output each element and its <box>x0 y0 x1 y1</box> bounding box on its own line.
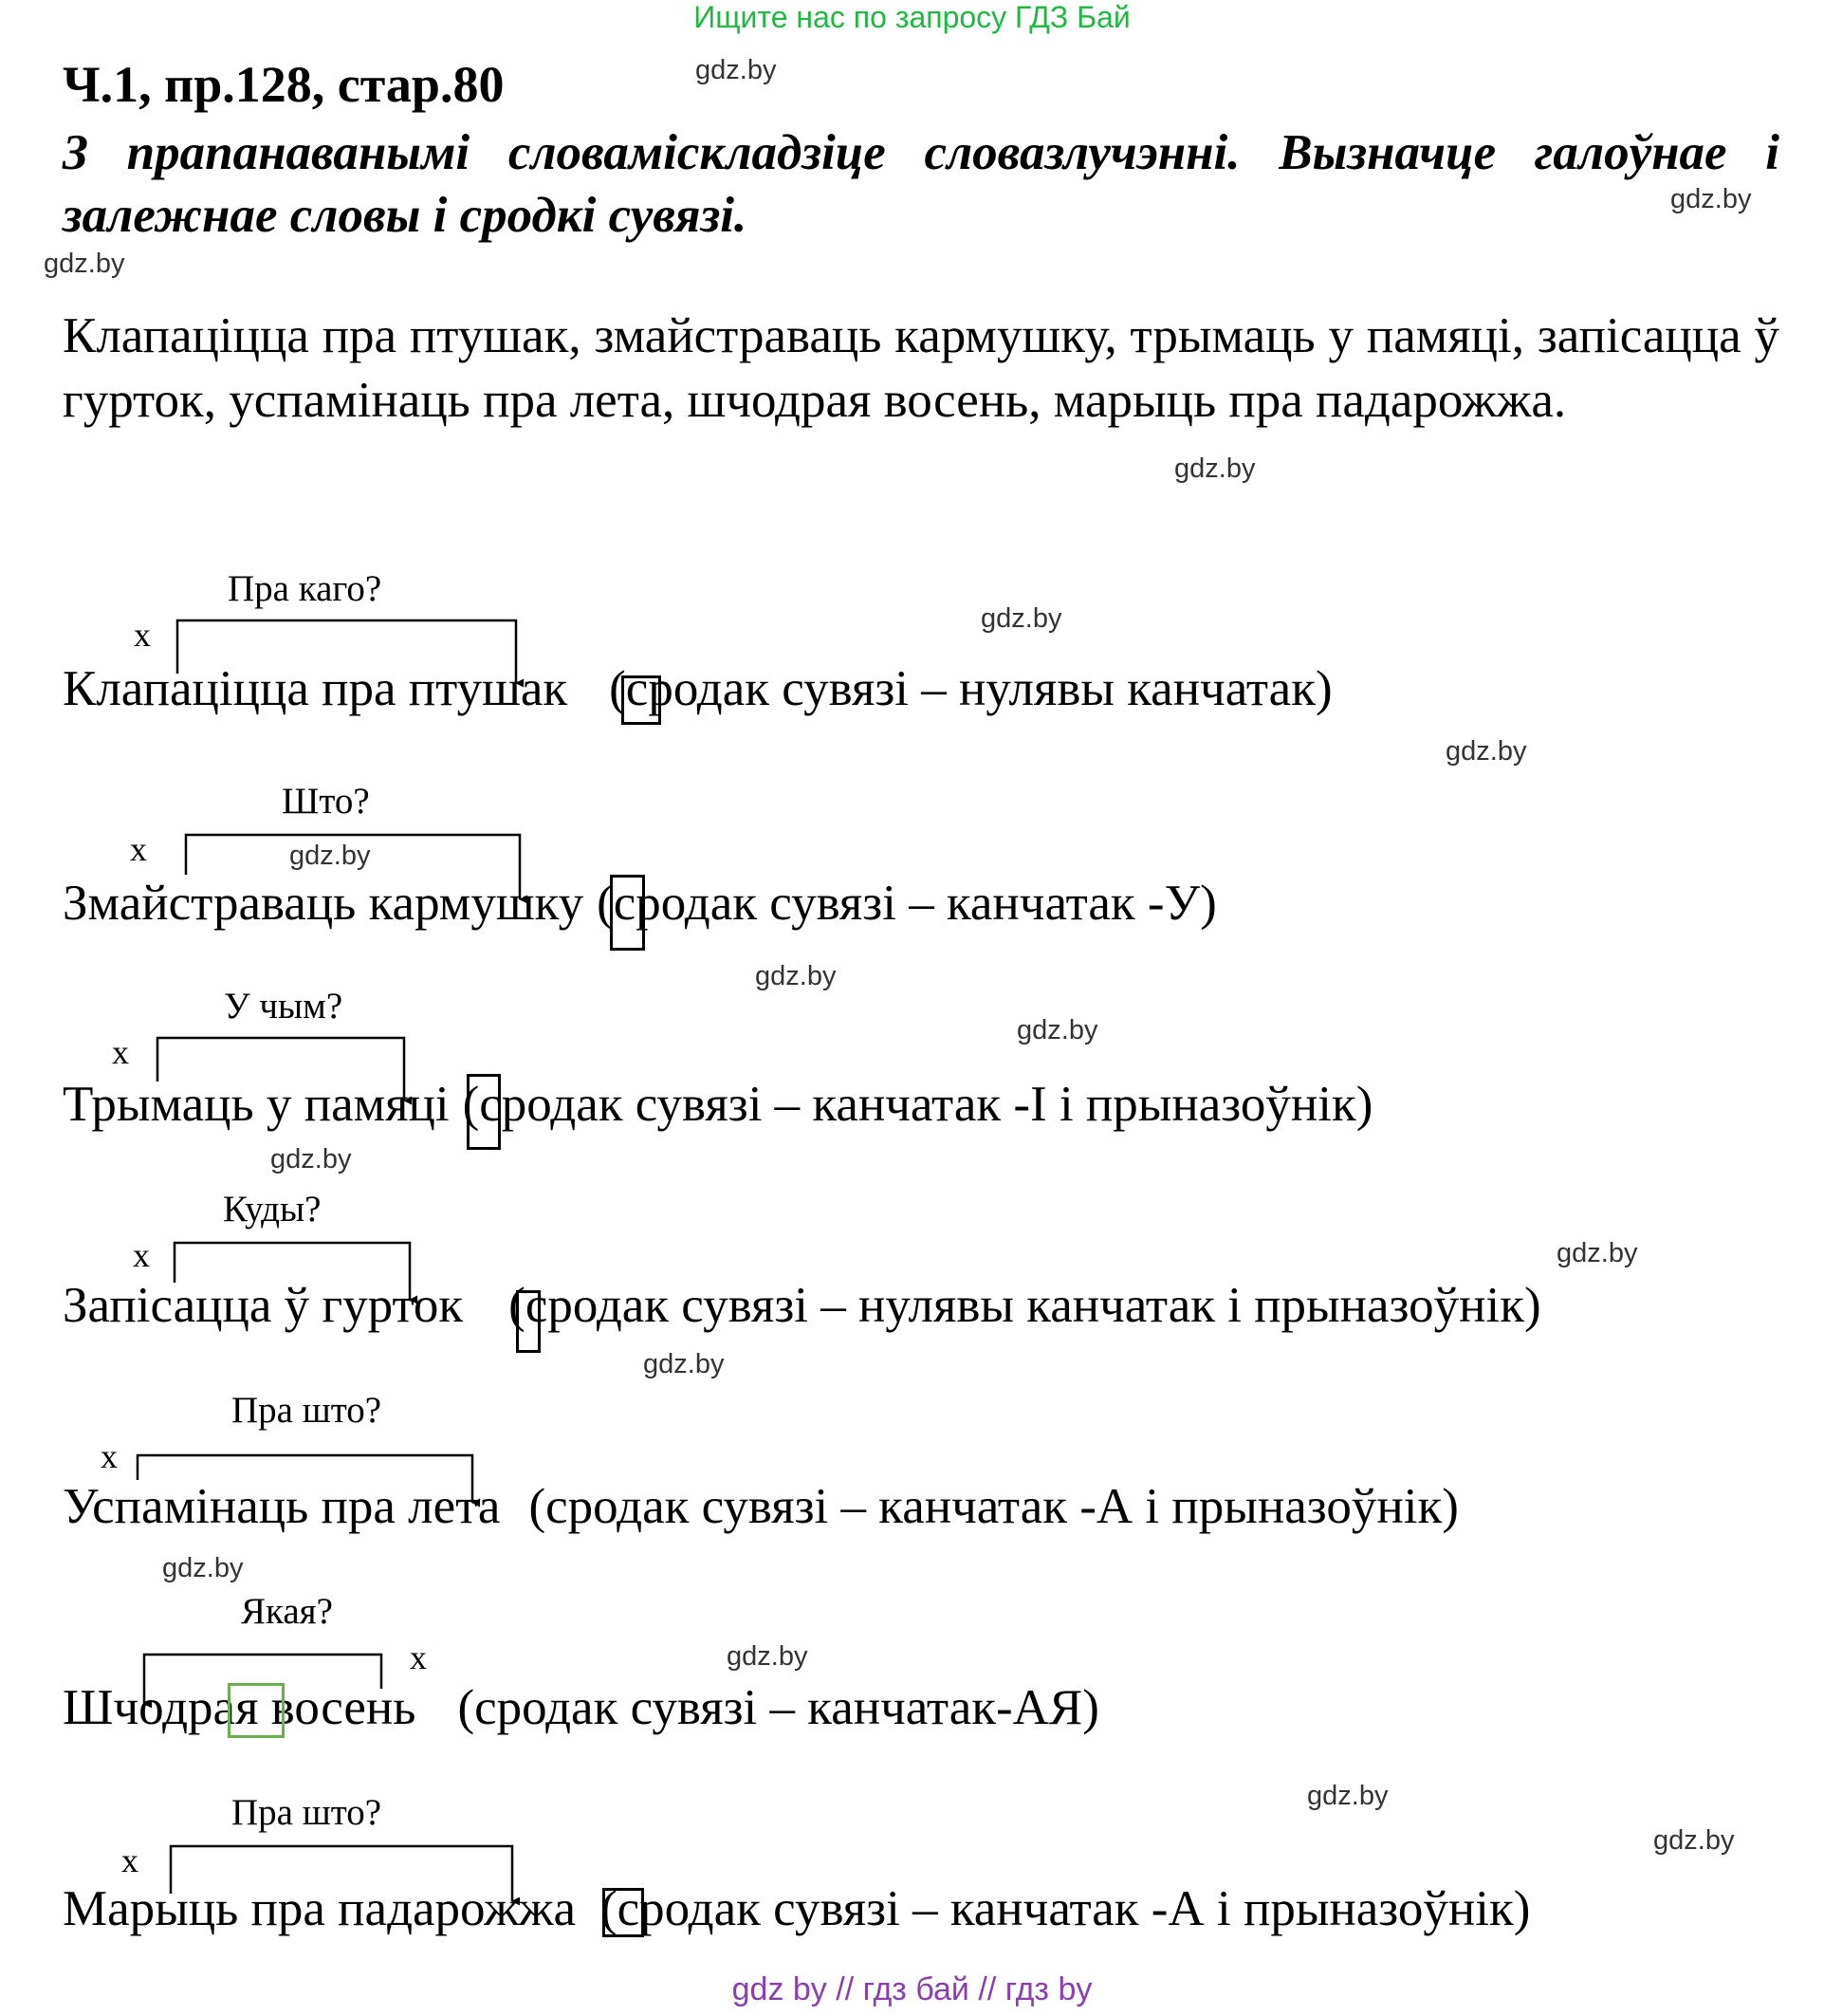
phrase-text: Клапацiцца пра птушак <box>63 661 568 716</box>
watermark: gdz.by <box>695 55 777 85</box>
word-combination <box>63 660 1333 717</box>
phrase-text: Шчодрая восень <box>63 1680 416 1735</box>
watermark: gdz.by <box>44 249 125 279</box>
watermark: gdz.by <box>162 1553 244 1583</box>
ending-box <box>228 1683 285 1738</box>
word-combination <box>63 1277 1541 1334</box>
question-label: Пра каго? <box>228 568 382 609</box>
watermark: gdz.by <box>1174 453 1256 484</box>
question-label: Што? <box>282 781 370 822</box>
watermark: gdz.by <box>270 1144 352 1174</box>
word-combination <box>63 1880 1530 1937</box>
top-search-banner[interactable]: Ищите нас по запросу ГДЗ Бай <box>693 0 1131 34</box>
main-word-mark: x <box>410 1638 427 1676</box>
link-note: (сродак сувязi – канчатак-АЯ) <box>457 1680 1099 1735</box>
question-label: Якая? <box>241 1591 333 1632</box>
watermark: gdz.by <box>1017 1015 1098 1045</box>
ending-box <box>621 675 661 725</box>
main-word-mark: x <box>101 1437 118 1475</box>
phrase-text: Марыць пра падарожжа <box>63 1881 576 1936</box>
main-word-mark: x <box>112 1033 129 1071</box>
phrase-text: Запiсацца ў гурток <box>63 1278 464 1333</box>
question-label: Пра што? <box>231 1792 382 1833</box>
main-word-mark: x <box>134 616 151 654</box>
main-word-mark: x <box>130 830 147 868</box>
word-combination <box>63 1478 1459 1535</box>
watermark: gdz.by <box>289 841 371 871</box>
ending-box <box>516 1290 541 1353</box>
watermark: gdz.by <box>1557 1238 1638 1268</box>
ending-box <box>467 1074 501 1150</box>
main-word-mark: x <box>133 1236 150 1274</box>
source-word-list: Клапацiцца пра птушак, змайстраваць кармушку, трымаць у памяцi, запiсацца ў гурток, успамiнаць пра лета, шчодрая восень, марыць пра падарожжа. <box>63 308 1779 428</box>
watermark: gdz.by <box>1446 736 1527 767</box>
page-heading: Ч.1, пр.128, стар.80 <box>63 56 505 113</box>
phrase-text: Успамiнаць пра лета <box>63 1479 501 1534</box>
watermark: gdz.by <box>981 603 1062 634</box>
link-note: (сродак сувязi – канчатак -А i прыназоўнiк) <box>528 1479 1459 1534</box>
phrase-text: Змайстраваць кармушку <box>63 876 584 931</box>
watermark: gdz.by <box>755 961 837 991</box>
watermark: gdz.by <box>643 1349 725 1379</box>
link-note: (сродак сувязi – нулявы канчатак) <box>609 661 1333 716</box>
bottom-footer-banner[interactable]: gdz by // гдз бай // гдз by <box>731 1971 1093 2007</box>
link-note: (сродак сувязi – канчатак -У) <box>597 876 1217 931</box>
question-label: У чым? <box>224 986 343 1026</box>
watermark: gdz.by <box>1653 1825 1735 1856</box>
ending-box <box>610 875 645 951</box>
task-statement: З прапанаванымі словамiскладзiце словазлучэннi. Вызначце галоўнае i залежнае словы i сродкi сувязi. <box>63 125 1779 243</box>
phrase-text: Трымаць у памяцi <box>63 1077 450 1132</box>
watermark: gdz.by <box>727 1641 808 1672</box>
ending-box <box>602 1888 644 1937</box>
link-note: (сродак сувязi – канчатак -А i прыназоўнiк) <box>600 1881 1531 1936</box>
word-combination <box>63 1679 1099 1736</box>
watermark: gdz.by <box>1670 184 1752 214</box>
watermark: gdz.by <box>1307 1781 1389 1811</box>
question-label: Куды? <box>223 1189 322 1230</box>
word-combination <box>63 1076 1373 1133</box>
link-note: (сродак сувязi – нулявы канчатак i прыназоўнiк) <box>508 1278 1541 1333</box>
main-word-mark: x <box>121 1841 138 1879</box>
question-label: Пра што? <box>231 1390 382 1431</box>
link-note: (сродак сувязi – канчатак -I i прыназоўнiк) <box>462 1077 1373 1132</box>
